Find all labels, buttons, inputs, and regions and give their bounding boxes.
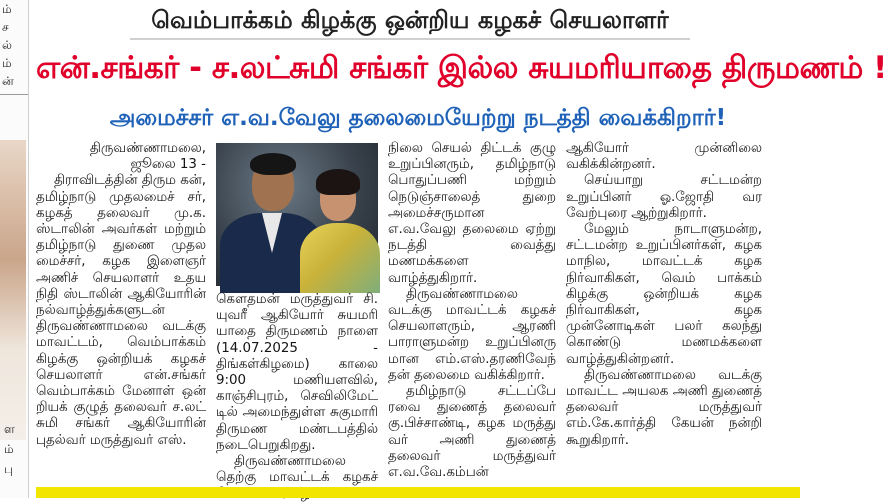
dateline-place: திருவண்ணாமலை,: [89, 141, 206, 156]
adjacent-photo: [0, 140, 26, 440]
article-paragraph: மேலும் நாடாளுமன்ற, சட்டமன்ற உறுப்பினர்கள், கழக மாநில, மாவட்டக் கழக நிர்வாகிகள், வெம் பாக்கம் கிழக்கு ஒன்றியக் கழக நிர்வாகிகள், கழக முன்னோடிகள் பலர் கலந்து கொண்டு மணமக்களை வாழ்த்துகின்றனர்.: [566, 222, 762, 367]
bottom-color-band: [36, 487, 800, 498]
article-paragraph: செய்யாறு சட்டமன்ற உறுப்பினர் ஓ.ஜோதி வர வேற்புரை ஆற்றுகிறார்.: [566, 173, 762, 221]
strip-fragment: ச: [2, 20, 9, 34]
dateline-date: ஜூலை 13 -: [130, 157, 206, 173]
strip-fragment: ன்: [2, 74, 14, 88]
adjacent-article-strip: [0, 0, 29, 498]
article-paragraph: ஆகியோர் முன்னிலை வகிக்கின்றனர்.: [566, 141, 762, 173]
headline-kicker: வெம்பாக்கம் கிழக்கு ஒன்றிய கழகச் செயலாளர்: [130, 4, 690, 40]
couple-photo: [216, 143, 378, 286]
article-paragraph: திருவண்ணாமலை வடக்கு மாவட்டக் கழகச் செயலாளரும், ஆரணி பாராளுமன்ற உறுப்பினரு மான எம்.எஸ்.தரணிவேந் தன் தலைமை வகிக்கிறார்.: [388, 286, 556, 383]
article-paragraph: கௌதமன் மருத்துவர் சி. யுவரீ ஆகியோர் சுயமரி யாதை திருமணம் நாளை (14.07.2025 - திங்கள்கிழமை) காலை 9:00 மணியளவில், காஞ்சிபுரம், செவிலிமேட் டில் அமைந்துள்ள சுகுமாரி திருமண மண்டபத்தில் நடைபெறுகிறது.: [216, 292, 378, 453]
article-paragraph: நிலை செயல் திட்டக் குழு உறுப்பினரும், தமிழ்நாடு பொதுப்பணி மற்றும் நெடுஞ்சாலைத் துறை அமைச்சருமான எ.வ.வேலு தலைமை ஏற்று நடத்தி வைத்து மணமக்களை வாழ்த்துகிறார்.: [388, 141, 556, 286]
article-column-2: [216, 292, 378, 503]
strip-divider: [0, 94, 28, 95]
strip-fragment: பு: [4, 462, 13, 476]
article-column-4: [566, 141, 762, 449]
strip-fragment: ம்: [2, 2, 12, 16]
headline-title: என்.சங்கர் - ச.லட்சுமி சங்கர் இல்ல சுயமரியாதை திருமணம் !: [36, 50, 887, 86]
article-paragraph: திருவண்ணாமலை தெற்கு மாவட்டக் கழகச்: [216, 454, 378, 486]
article-column-1: [36, 141, 206, 449]
strip-fragment: ம்: [4, 442, 14, 456]
article-paragraph: திராவிடத்தின் திரும கன், தமிழ்நாடு முதலமைச் சர், கழகத் தலைவர் மு.க. ஸ்டாலின் அவர்கள் மற்றும் தமிழ்நாடு துணை முதல மைச்சர், கழக இளைஞர் அணிச் செயலாளர் உதய நிதி ஸ்டாலின் ஆகியோரின் நல்வாழ்த்துக்களுடன் திருவண்ணாமலை வடக்கு மாவட்டம், வெம்பாக்கம் கிழக்கு ஒன்றியக் கழகச் செயலாளர் என்.சங்கர் வெம்பாக்கம் மேனாள் ஒன் றியக் குழுத் தலைவர் ச.லட் சுமி சங்கர் ஆகியோரின் புதல்வர் மருத்துவர் எஸ்.: [36, 173, 206, 448]
headline-subtitle: அமைச்சர் எ.வ.வேலு தலைமையேற்று நடத்தி வைக்கிறார்!: [109, 105, 727, 131]
article-paragraph: திருவண்ணாமலை வடக்கு மாவட்ட அயலக அணி துணைத் தலைவர் மருத்துவர் எம்.கே.கார்த்தி கேயன் நன்றி கூறுகிறார்.: [566, 367, 762, 448]
strip-fragment: ம்: [2, 56, 12, 70]
strip-fragment: ள: [4, 422, 15, 436]
article-paragraph: தமிழ்நாடு சட்டப்பே ரவை துணைத் தலைவர் கு.பிச்சாண்டி, கழக மருத்து வர் அணி துணைத் தலைவர் மருத்துவர் எ.வ.வே.கம்பன்: [388, 384, 556, 481]
strip-fragment: ல்: [2, 38, 12, 52]
article-column-3: [388, 141, 556, 481]
